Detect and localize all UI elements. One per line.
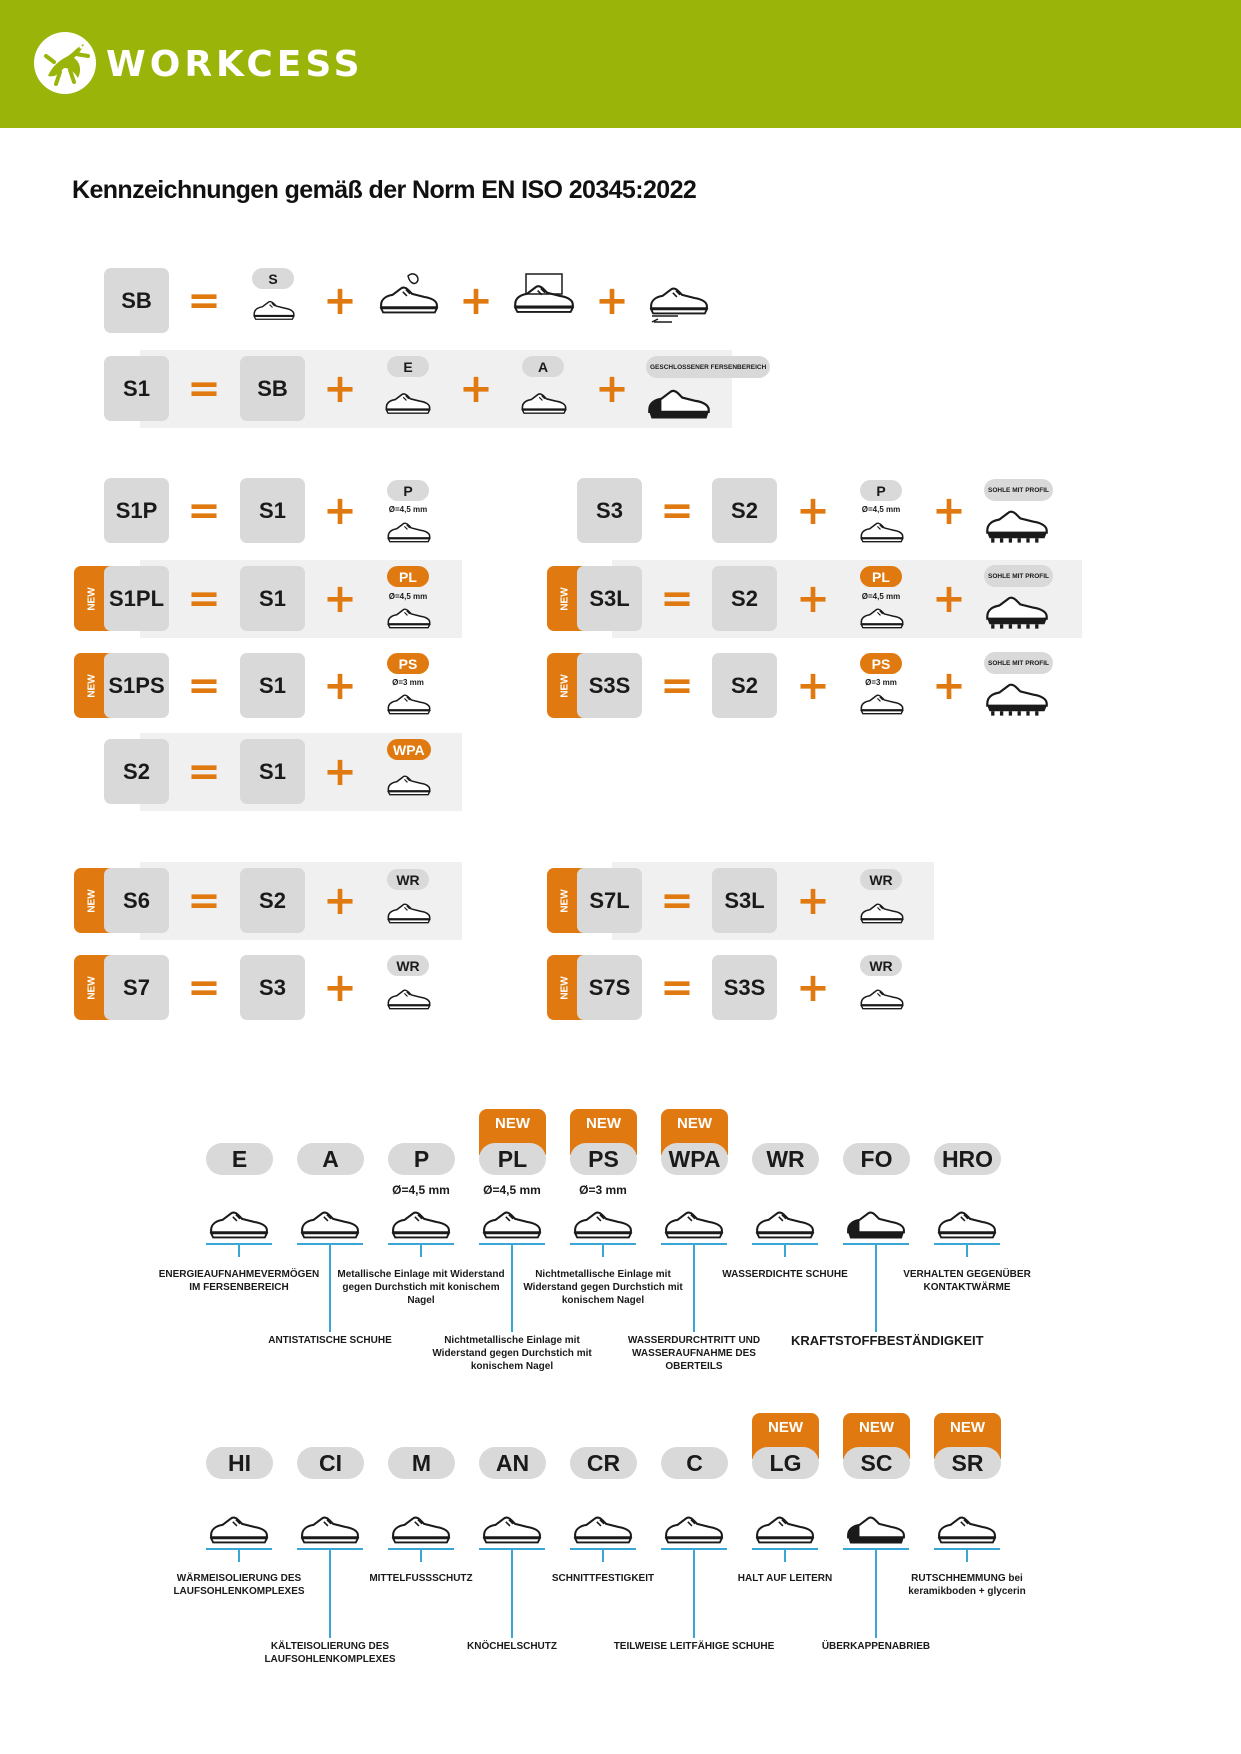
code-s2: S2 bbox=[712, 566, 777, 631]
legend-desc-a: ANTISTATISCHE SCHUHE bbox=[268, 1335, 392, 1346]
legend-desc-hi: WÄRMEISOLIERUNG DES LAUFSOHLENKOMPLEXES bbox=[173, 1573, 305, 1597]
dim-label: Ø=3 mm bbox=[865, 678, 897, 687]
pill-ps: PS bbox=[387, 653, 429, 674]
new-tab: NEW bbox=[547, 868, 583, 933]
pill-e: E bbox=[387, 356, 429, 377]
legend-connector bbox=[511, 1550, 513, 1638]
legend-desc-fo: KRAFTSTOFFBESTÄNDIGKEIT bbox=[791, 1333, 984, 1348]
code-s1: S1 bbox=[104, 356, 169, 421]
code-s3: S3 bbox=[577, 478, 642, 543]
legend-connector bbox=[966, 1245, 968, 1257]
legend-code-wr: WR bbox=[752, 1143, 819, 1175]
gecko-logo-icon bbox=[34, 32, 96, 94]
code-s7: S7 bbox=[104, 955, 169, 1020]
profiled-sole-shoe-icon bbox=[984, 591, 1050, 631]
legend-connector bbox=[966, 1550, 968, 1562]
code-sb: SB bbox=[104, 268, 169, 333]
shoe-wpa-icon bbox=[386, 766, 432, 802]
legend-code-hro: HRO bbox=[934, 1143, 1001, 1175]
pill-wr: WR bbox=[387, 869, 429, 890]
new-tab: NEW bbox=[547, 566, 583, 631]
page-title: Kennzeichnungen gemäß der Norm EN ISO 20345:2022 bbox=[72, 176, 697, 204]
new-tab: NEW bbox=[547, 653, 583, 718]
code-s7s: S7S bbox=[577, 955, 642, 1020]
pill-wpa: WPA bbox=[387, 739, 431, 760]
dim-label: Ø=4,5 mm bbox=[388, 592, 428, 601]
legend-dim: Ø=4,5 mm bbox=[392, 1183, 450, 1197]
pill-ps: PS bbox=[860, 653, 902, 674]
equals-sign: = bbox=[187, 366, 221, 412]
pill-s: S bbox=[252, 268, 294, 289]
legend-connector bbox=[602, 1245, 604, 1257]
legend-desc-pl: Nichtmetallische Einlage mit Widerstand gegen Durchstich mit konischem Nagel bbox=[432, 1335, 592, 1372]
pill-a: A bbox=[522, 356, 564, 377]
plus-sign: + bbox=[796, 663, 830, 709]
new-tab: NEW bbox=[547, 955, 583, 1020]
equals-sign: = bbox=[660, 878, 694, 924]
legend-shoe-p-icon bbox=[390, 1205, 452, 1241]
plus-sign: + bbox=[459, 366, 493, 412]
legend-desc-e: ENERGIEAUFNAHMEVERMÖGEN IM FERSENBEREICH bbox=[158, 1269, 320, 1293]
dim-label: Ø=4,5 mm bbox=[861, 592, 901, 601]
legend-code-hi: HI bbox=[206, 1447, 273, 1479]
legend-desc-p: Metallische Einlage mit Widerstand gegen Durchstich mit konischem Nagel bbox=[337, 1269, 505, 1306]
legend-dim: Ø=3 mm bbox=[579, 1183, 627, 1197]
new-tab: NEW bbox=[74, 653, 110, 718]
code-s3: S3 bbox=[240, 955, 305, 1020]
legend-desc-sc: ÜBERKAPPENABRIEB bbox=[821, 1641, 931, 1652]
pill-pl: PL bbox=[387, 566, 429, 587]
shoe-e-icon bbox=[384, 384, 432, 420]
legend-shoe-e-icon bbox=[208, 1205, 270, 1241]
pill-sole-profile: SOHLE MIT PROFIL bbox=[984, 652, 1053, 674]
code-s3s: S3S bbox=[577, 653, 642, 718]
plus-sign: + bbox=[323, 965, 357, 1011]
new-tab: NEW bbox=[570, 1109, 637, 1155]
code-s1ps: S1PS bbox=[104, 653, 169, 718]
legend-shoe-ps-icon bbox=[572, 1205, 634, 1241]
pill-sole-profile: SOHLE MIT PROFIL bbox=[984, 479, 1053, 501]
code-s1pl: S1PL bbox=[104, 566, 169, 631]
pill-wr: WR bbox=[860, 869, 902, 890]
legend-shoe-sc-icon bbox=[845, 1510, 907, 1546]
new-tab: NEW bbox=[843, 1413, 910, 1459]
shoe-wr-icon bbox=[386, 894, 432, 930]
legend-code-p: P bbox=[388, 1143, 455, 1175]
plus-sign: + bbox=[595, 278, 629, 324]
legend-desc-lg: HALT AUF LEITERN bbox=[737, 1573, 833, 1584]
legend-code-m: M bbox=[388, 1447, 455, 1479]
profiled-sole-shoe-icon bbox=[984, 505, 1050, 545]
code-s1: S1 bbox=[240, 739, 305, 804]
plus-sign: + bbox=[932, 576, 966, 622]
legend-shoe-ci-icon bbox=[299, 1510, 361, 1546]
legend-desc-wr: WASSERDICHTE SCHUHE bbox=[722, 1269, 848, 1280]
equals-sign: = bbox=[660, 663, 694, 709]
shoe-wr-icon bbox=[386, 980, 432, 1016]
legend-shoe-fo-icon bbox=[845, 1205, 907, 1241]
row-band bbox=[140, 350, 732, 428]
equals-sign: = bbox=[187, 576, 221, 622]
toe-cap-shoe-icon bbox=[512, 268, 576, 326]
shoe-pl-icon bbox=[859, 600, 905, 634]
new-tab: NEW bbox=[74, 868, 110, 933]
legend-connector bbox=[784, 1245, 786, 1257]
plus-sign: + bbox=[459, 278, 493, 324]
legend-code-e: E bbox=[206, 1143, 273, 1175]
legend-code-wpa: WPA bbox=[661, 1143, 728, 1175]
leather-shoe-icon bbox=[378, 272, 440, 324]
equals-sign: = bbox=[187, 278, 221, 324]
new-tab: NEW bbox=[74, 566, 110, 631]
pill-p: P bbox=[860, 480, 902, 501]
plus-sign: + bbox=[796, 878, 830, 924]
plus-sign: + bbox=[796, 488, 830, 534]
legend-desc-an: KNÖCHELSCHUTZ bbox=[467, 1641, 557, 1652]
pill-wr: WR bbox=[860, 955, 902, 976]
pill-sole-profile: SOHLE MIT PROFIL bbox=[984, 565, 1053, 587]
code-s2: S2 bbox=[712, 478, 777, 543]
plus-sign: + bbox=[796, 965, 830, 1011]
legend-desc-c: TEILWEISE LEITFÄHIGE SCHUHE bbox=[613, 1641, 775, 1652]
legend-shoe-wpa-icon bbox=[663, 1205, 725, 1241]
code-s1p: S1P bbox=[104, 478, 169, 543]
dim-label: Ø=4,5 mm bbox=[388, 505, 428, 514]
header-banner bbox=[0, 0, 1241, 128]
legend-code-pl: PL bbox=[479, 1143, 546, 1175]
legend-shoe-hi-icon bbox=[208, 1510, 270, 1546]
equals-sign: = bbox=[660, 576, 694, 622]
new-tab: NEW bbox=[479, 1109, 546, 1155]
shoe-wr-icon bbox=[859, 980, 905, 1016]
code-sb: SB bbox=[240, 356, 305, 421]
plus-sign: + bbox=[323, 749, 357, 795]
plus-sign: + bbox=[595, 366, 629, 412]
legend-desc-hro: VERHALTEN GEGENÜBER KONTAKTWÄRME bbox=[903, 1269, 1031, 1293]
equals-sign: = bbox=[187, 663, 221, 709]
shoe-a-icon bbox=[520, 384, 568, 420]
code-s3l: S3L bbox=[577, 566, 642, 631]
legend-code-an: AN bbox=[479, 1447, 546, 1479]
pill-closed-heel: GESCHLOSSENER FERSENBEREICH bbox=[646, 356, 770, 378]
profiled-sole-shoe-icon bbox=[984, 678, 1050, 718]
legend-connector bbox=[511, 1245, 513, 1332]
legend-code-lg: LG bbox=[752, 1447, 819, 1479]
legend-code-ps: PS bbox=[570, 1143, 637, 1175]
legend-connector bbox=[784, 1550, 786, 1562]
legend-shoe-c-icon bbox=[663, 1510, 725, 1546]
shoe-wr-icon bbox=[859, 894, 905, 930]
brand-name: WORKCESS bbox=[106, 44, 364, 85]
plus-sign: + bbox=[796, 576, 830, 622]
code-s3l: S3L bbox=[712, 868, 777, 933]
legend-desc-cr: SCHNITTFESTIGKEIT bbox=[551, 1573, 655, 1584]
pill-wr: WR bbox=[387, 955, 429, 976]
legend-connector bbox=[238, 1245, 240, 1257]
shoe-pl-icon bbox=[386, 600, 432, 634]
equals-sign: = bbox=[187, 488, 221, 534]
legend-code-fo: FO bbox=[843, 1143, 910, 1175]
plus-sign: + bbox=[323, 278, 357, 324]
plus-sign: + bbox=[932, 663, 966, 709]
legend-desc-ps: Nichtmetallische Einlage mit Widerstand gegen Durchstich mit konischem Nagel bbox=[523, 1269, 683, 1306]
dim-label: Ø=4,5 mm bbox=[861, 505, 901, 514]
code-s1: S1 bbox=[240, 566, 305, 631]
shoe-ps-icon bbox=[859, 686, 905, 720]
legend-code-c: C bbox=[661, 1447, 728, 1479]
code-s6: S6 bbox=[104, 868, 169, 933]
code-s7l: S7L bbox=[577, 868, 642, 933]
code-s3s: S3S bbox=[712, 955, 777, 1020]
legend-shoe-an-icon bbox=[481, 1510, 543, 1546]
legend-desc-ci: KÄLTEISOLIERUNG DES LAUFSOHLENKOMPLEXES bbox=[264, 1641, 396, 1665]
plus-sign: + bbox=[323, 663, 357, 709]
legend-code-cr: CR bbox=[570, 1447, 637, 1479]
shoe-p-icon bbox=[859, 514, 905, 548]
shoe-p-icon bbox=[386, 514, 432, 548]
legend-shoe-pl-icon bbox=[481, 1205, 543, 1241]
legend-dim: Ø=4,5 mm bbox=[483, 1183, 541, 1197]
legend-code-sr: SR bbox=[934, 1447, 1001, 1479]
new-tab: NEW bbox=[752, 1413, 819, 1459]
legend-shoe-m-icon bbox=[390, 1510, 452, 1546]
legend-desc-sr: RUTSCHHEMMUNG bei keramikboden + glycerin bbox=[908, 1573, 1026, 1597]
legend-shoe-lg-icon bbox=[754, 1510, 816, 1546]
legend-shoe-wr-icon bbox=[754, 1205, 816, 1241]
code-s2: S2 bbox=[104, 739, 169, 804]
new-tab: NEW bbox=[74, 955, 110, 1020]
pill-p: P bbox=[387, 480, 429, 501]
shoe-s-icon bbox=[252, 292, 296, 326]
legend-connector bbox=[693, 1550, 695, 1638]
plus-sign: + bbox=[323, 488, 357, 534]
equals-sign: = bbox=[187, 965, 221, 1011]
code-s2: S2 bbox=[240, 868, 305, 933]
legend-connector bbox=[693, 1245, 695, 1332]
equals-sign: = bbox=[660, 965, 694, 1011]
legend-connector bbox=[420, 1245, 422, 1257]
legend-shoe-a-icon bbox=[299, 1205, 361, 1241]
code-s1: S1 bbox=[240, 653, 305, 718]
legend-connector bbox=[329, 1550, 331, 1638]
new-tab: NEW bbox=[661, 1109, 728, 1155]
plus-sign: + bbox=[932, 488, 966, 534]
plus-sign: + bbox=[323, 878, 357, 924]
equals-sign: = bbox=[187, 749, 221, 795]
legend-connector bbox=[420, 1550, 422, 1562]
legend-shoe-hro-icon bbox=[936, 1205, 998, 1241]
legend-connector bbox=[329, 1245, 331, 1332]
shoe-ps-icon bbox=[386, 686, 432, 720]
legend-shoe-cr-icon bbox=[572, 1510, 634, 1546]
closed-heel-shoe-icon bbox=[646, 382, 712, 422]
pill-pl: PL bbox=[860, 566, 902, 587]
legend-desc-wpa: WASSERDURCHTRITT UND WASSERAUFNAHME DES OBERTEILS bbox=[627, 1335, 761, 1372]
plus-sign: + bbox=[323, 576, 357, 622]
legend-connector bbox=[875, 1550, 877, 1638]
new-tab: NEW bbox=[934, 1413, 1001, 1459]
legend-connector bbox=[875, 1245, 877, 1332]
legend-code-ci: CI bbox=[297, 1447, 364, 1479]
legend-shoe-sr-icon bbox=[936, 1510, 998, 1546]
legend-desc-m: MITTELFUSSSCHUTZ bbox=[369, 1573, 473, 1584]
dim-label: Ø=3 mm bbox=[392, 678, 424, 687]
legend-connector bbox=[238, 1550, 240, 1562]
code-s2: S2 bbox=[712, 653, 777, 718]
legend-code-sc: SC bbox=[843, 1447, 910, 1479]
equals-sign: = bbox=[660, 488, 694, 534]
code-s1: S1 bbox=[240, 478, 305, 543]
legend-connector bbox=[602, 1550, 604, 1562]
slip-resistance-icon bbox=[648, 272, 710, 326]
legend-code-a: A bbox=[297, 1143, 364, 1175]
plus-sign: + bbox=[323, 366, 357, 412]
equals-sign: = bbox=[187, 878, 221, 924]
